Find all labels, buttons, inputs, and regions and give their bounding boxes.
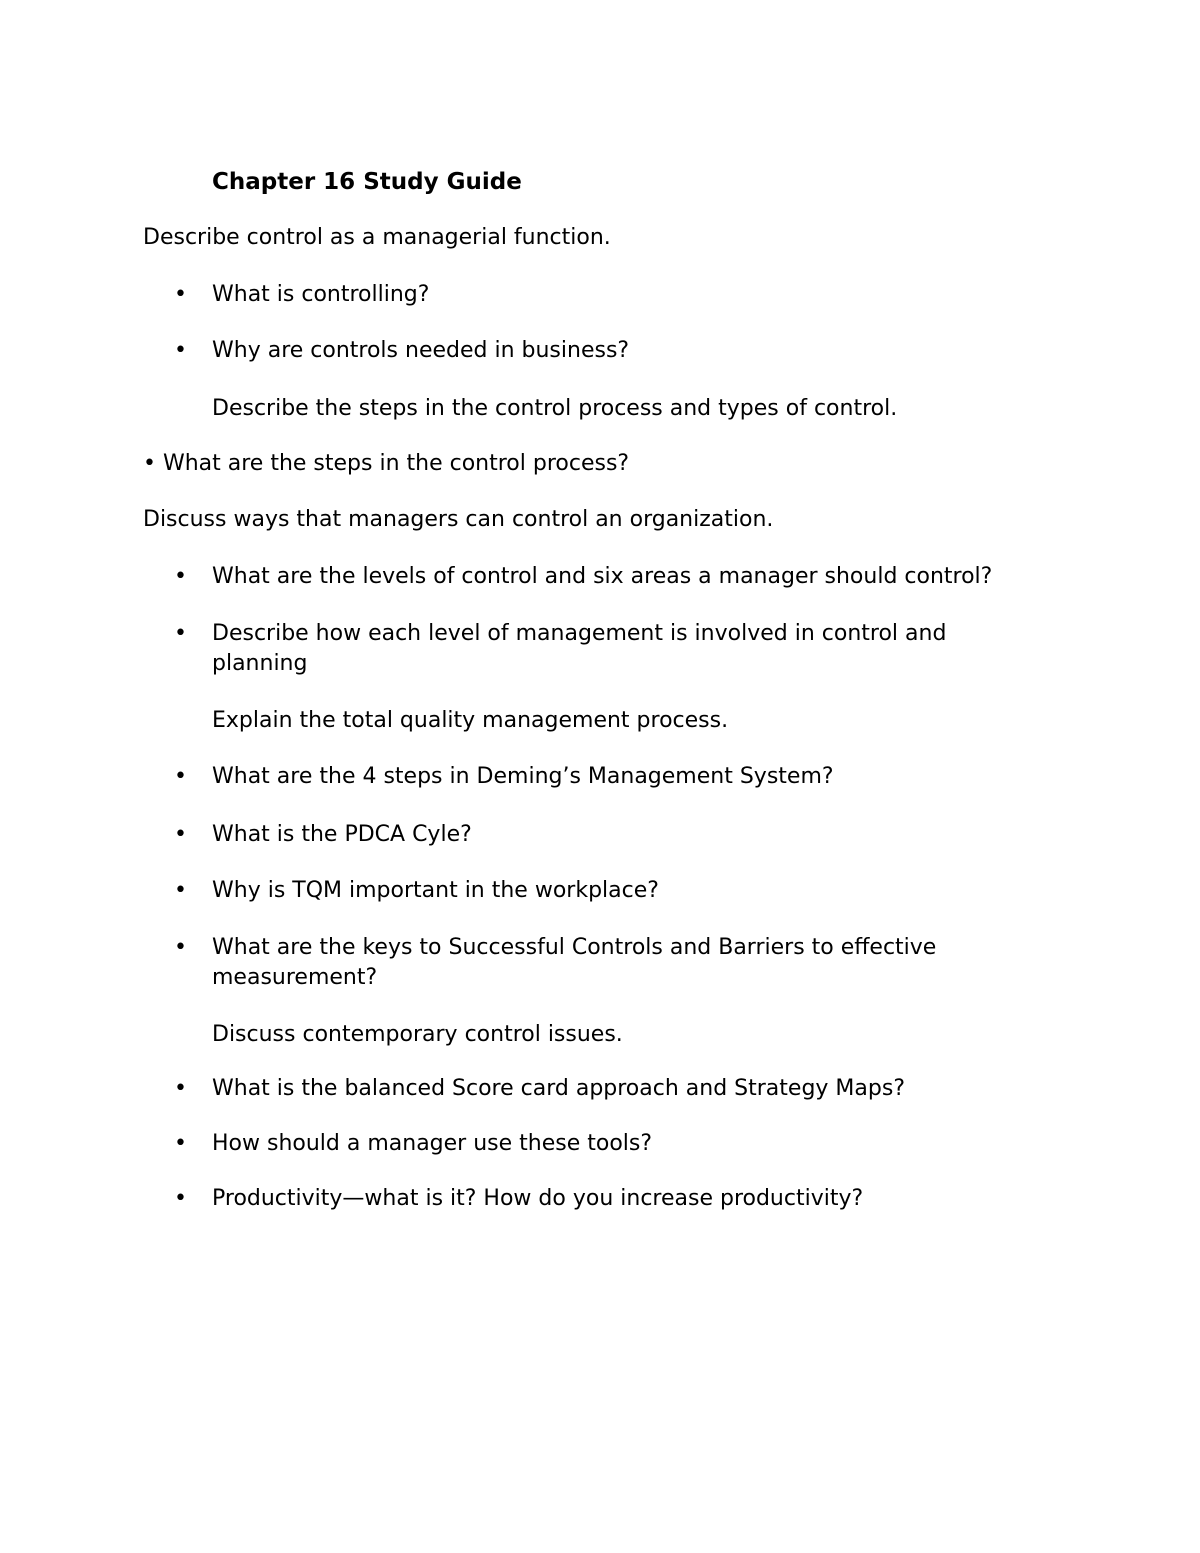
list-item: What is the balanced Score card approach and Strategy Maps?	[212, 1076, 905, 1101]
list-item: How should a manager use these tools?	[212, 1131, 653, 1156]
bullet-icon: •	[174, 1131, 187, 1156]
list-item: Productivity—what is it? How do you increase productivity?	[212, 1186, 864, 1211]
bullet-icon: •	[174, 935, 187, 960]
list-item: What are the 4 steps in Deming’s Management System?	[212, 764, 834, 789]
list-item: Why is TQM important in the workplace?	[212, 878, 659, 903]
list-item: Describe how each level of management is involved in control and planning	[212, 621, 947, 676]
bullet-icon: •	[174, 822, 187, 847]
list-item: Why are controls needed in business?	[212, 338, 630, 363]
list-item: • What are the steps in the control process?	[143, 451, 630, 476]
bullet-icon: •	[174, 282, 187, 307]
list-item: What is the PDCA Cyle?	[212, 822, 472, 847]
bullet-icon: •	[174, 764, 187, 789]
bullet-icon: •	[174, 878, 187, 903]
page-title: Chapter 16 Study Guide	[212, 169, 522, 195]
section-heading: Describe the steps in the control process and types of control.	[212, 396, 898, 421]
section-heading: Explain the total quality management process.	[212, 708, 729, 733]
list-item: What is controlling?	[212, 282, 430, 307]
list-item: What are the keys to Successful Controls and Barriers to effective measurement?	[212, 935, 937, 990]
bullet-icon: •	[174, 564, 187, 589]
bullet-icon: •	[174, 338, 187, 363]
list-item: What are the levels of control and six areas a manager should control?	[212, 564, 993, 589]
section-heading: Discuss contemporary control issues.	[212, 1022, 623, 1047]
bullet-icon: •	[174, 1076, 187, 1101]
bullet-icon: •	[174, 1186, 187, 1211]
section-heading: Discuss ways that managers can control an organization.	[143, 507, 774, 532]
section-heading: Describe control as a managerial function.	[143, 225, 611, 250]
bullet-icon: •	[174, 621, 187, 646]
